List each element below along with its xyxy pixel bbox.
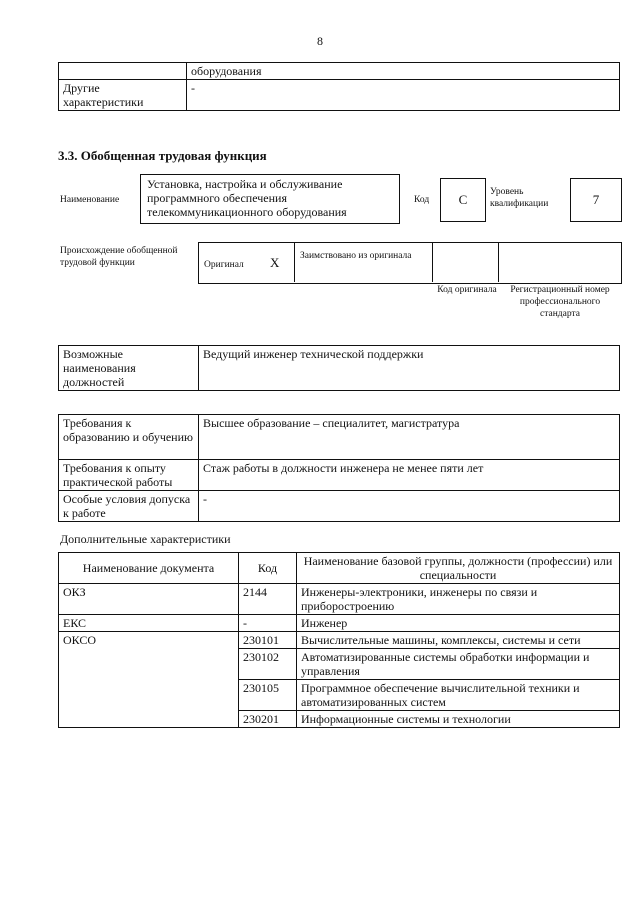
additional-table [58,552,620,728]
req-education-value: Высшее образование – специалитет, магистратура [199,415,620,460]
row-name: Инженеры-электроники, инженеры по связи и приборостроению [297,584,620,615]
other-characteristics-value: - [187,80,620,111]
row-name: Программное обеспечение вычислительной техники и автоматизированных систем [297,680,620,711]
req-education-label: Требования к образованию и обучению [59,415,199,460]
req-conditions-value: - [199,491,620,522]
level-value: 7 [592,192,600,207]
header-doc: Наименование документа [59,553,239,584]
function-name-value: Установка, настройка и обслуживание программного обеспечения телекоммуникационного оборудования [147,177,347,219]
other-characteristics-label: Другие характеристики [59,80,187,111]
row-doc: ОКСО [59,632,239,728]
level-value-box [570,178,622,222]
section-title: 3.3. Обобщенная трудовая функция [58,148,267,163]
origin-divider-2 [432,242,433,282]
other-characteristics-table [58,62,620,111]
borrowed-label: Заимствовано из оригинала [300,251,412,261]
continued-text: оборудования [187,63,620,80]
row-doc: ОКЗ [59,584,239,615]
origin-label: Происхождение обобщенной трудовой функции [60,246,178,268]
row-doc: ЕКС [59,615,239,632]
original-mark: X [270,255,280,270]
row-code: - [239,615,297,632]
row-code: 2144 [239,584,297,615]
row-code: 230105 [239,680,297,711]
table-row [59,584,620,615]
origin-divider-1 [294,242,295,282]
row-code: 230101 [239,632,297,649]
req-experience-value: Стаж работы в должности инженера не менее пяти лет [199,460,620,491]
row-name: Инженер [297,615,620,632]
origin-box [198,242,622,284]
original-label: Оригинал [204,260,244,270]
code-original-label: Код оригинала [437,285,497,295]
row-code: 230102 [239,649,297,680]
header-code: Код [239,553,297,584]
row-name: Вычислительные машины, комплексы, системы и сети [297,632,620,649]
req-conditions-label: Особые условия допуска к работе [59,491,199,522]
positions-value: Ведущий инженер технической поддержки [199,346,620,391]
row-code: 230201 [239,711,297,728]
header-name: Наименование базовой группы, должности (профессии) или специальности [297,553,620,584]
code-value: C [458,192,468,207]
level-label: Уровень квалификации [490,187,549,209]
function-name-box [140,174,400,224]
table-row [59,615,620,632]
code-value-box [440,178,486,222]
req-experience-label: Требования к опыту практической работы [59,460,199,491]
name-label: Наименование [60,195,120,205]
origin-divider-3 [498,242,499,282]
additional-title: Дополнительные характеристики [60,532,231,546]
requirements-table [58,414,620,522]
row-name: Информационные системы и технологии [297,711,620,728]
page-number: 8 [317,34,323,48]
positions-label: Возможные наименования должностей [59,346,199,391]
reg-number-label: Регистрационный номер профессионального стандарта [510,285,610,319]
positions-table [58,345,620,391]
table-row [59,632,620,649]
row-name: Автоматизированные системы обработки информации и управления [297,649,620,680]
code-label: Код [414,195,430,205]
